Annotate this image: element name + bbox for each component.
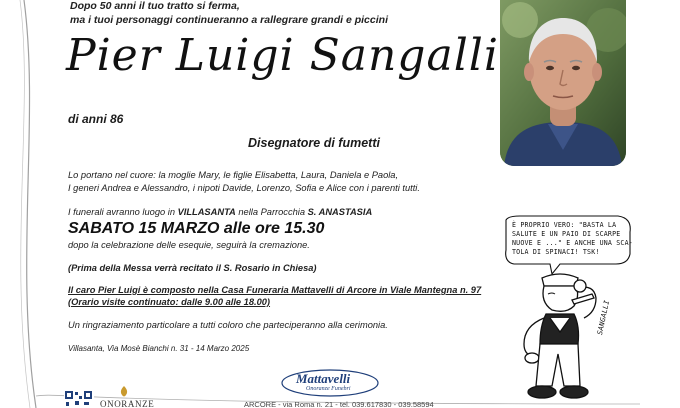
- cartoon-illustration: [500, 214, 640, 408]
- deceased-profession: Disegnatore di fumetti: [248, 136, 380, 150]
- artist-signature: SANGALLI: [596, 299, 612, 336]
- mourners-line-1: Lo portano nel cuore: la moglie Mary, le figlie Elisabetta, Laura, Daniela e Paola,: [68, 170, 399, 180]
- funeral-date: SABATO 15 MARZO alle ore 15.30: [68, 220, 325, 237]
- funeral-prefix: I funerali avranno luogo in: [68, 207, 178, 217]
- thanks-line: Un ringraziamento particolare a tutti coloro che parteciperanno alla cerimonia.: [68, 320, 388, 330]
- funeral-parish: S. ANASTASIA: [307, 207, 373, 217]
- funeral-town: VILLASANTA: [177, 207, 236, 217]
- viewing-line-1: Il caro Pier Luigi è composto nella Casa Funeraria Mattavelli di Arcore in Viale Mantegna n. 97: [68, 285, 482, 295]
- mattavelli-logo-subtitle: Onoranze Funebri: [306, 386, 351, 392]
- funeral-location: [68, 207, 372, 217]
- mourners-line-2: I generi Andrea e Alessandro, i nipoti Davide, Lorenzo, Sofia e Alice con i parenti tutti.: [68, 183, 420, 193]
- flame-logo-icon: [116, 386, 132, 398]
- bubble-line-3: NUOVE E ..." E ANCHE UNA SCA-: [512, 239, 633, 247]
- footer-address: ARCORE - via Roma n. 21 - tel. 039.617830 - 039.58594: [244, 400, 434, 408]
- funeral-middle: nella Parrocchia: [235, 207, 308, 217]
- bubble-line-2: SALUTE E UN PAIO DI SCARPE: [512, 230, 621, 238]
- onoranze-logo-text: ONORANZE: [100, 399, 155, 408]
- deceased-age: di anni 86: [68, 112, 124, 126]
- intro-line-1: Dopo 50 anni il tuo tratto si ferma,: [70, 0, 240, 12]
- qr-code-icon: [64, 390, 94, 408]
- funeral-after: dopo la celebrazione delle esequie, seguirà la cremazione.: [68, 240, 310, 250]
- intro-line-2: ma i tuoi personaggi continueranno a rallegrare grandi e piccini: [70, 14, 388, 26]
- bubble-line-4: TOLA DI SPINACI! TSK!: [512, 248, 600, 256]
- rosary-note: (Prima della Messa verrà recitato il S. Rosario in Chiesa): [68, 263, 317, 273]
- place-date: Villasanta, Via Mosè Bianchi n. 31 - 14 Marzo 2025: [68, 344, 250, 353]
- mattavelli-logo-text: Mattavelli: [296, 371, 351, 386]
- viewing-line-2: (Orario visite continuato: dalle 9.00 alle 18.00): [68, 297, 271, 307]
- bubble-line-1: È PROPRIO VERO: "BASTA LA: [512, 221, 617, 229]
- portrait-photo: [500, 0, 626, 166]
- deceased-name: Pier Luigi Sangalli: [66, 30, 499, 81]
